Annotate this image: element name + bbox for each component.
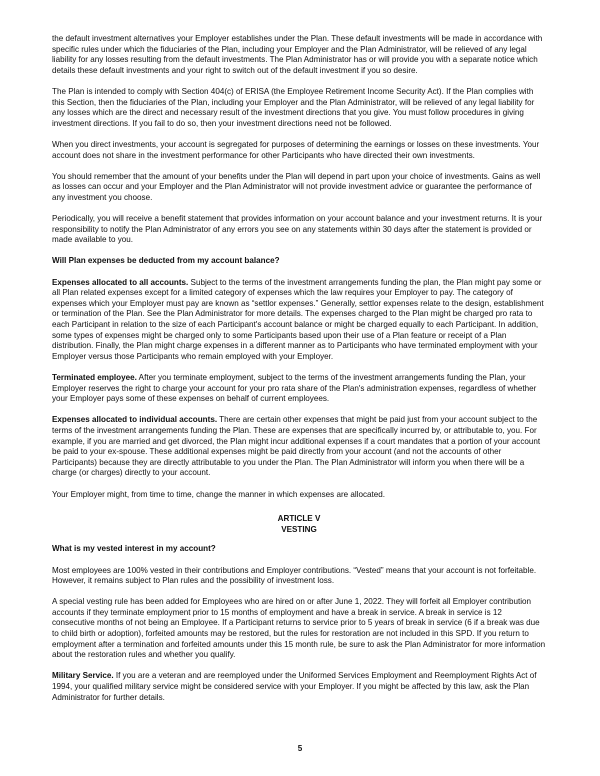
article-title: VESTING <box>281 524 317 534</box>
paragraph-default-investments: the default investment alternatives your Employer establishes under the Plan. These default investments will be made in accordance with specific rules under which the fiduciaries of the Plan, including your Employer and the Plan Administrator, will be relieved of any legal liability for any losses resulting from the default investments. The Plan Administrator has or will provide you with a separate notice which details these default investments and your right to switch out of the default investment if you so desire. <box>52 34 543 75</box>
page-number: 5 <box>297 744 303 753</box>
paragraph-expense-allocation-change: Your Employer might, from time to time, change the manner in which expenses are allocated. <box>52 489 386 499</box>
paragraph-benefit-depends: You should remember that the amount of your benefits under the Plan will depend in part upon your choice of investments. Gains as well as losses can occur and your Employer and the Plan Administrator will not provide investment advice or guarantee the performance of any investment you choose. <box>52 171 541 202</box>
text-expenses-individual: There are certain other expenses that might be paid just from your account subject to the terms of the investment arrangements funding the Plan. These are expenses that are specifically incurred by, or attributable to, you. For example, if you are married and get divorced, the Plan might incur additional expenses if a court mandates that a portion of your account be paid to your ex-spouse. These additional expenses might be paid directly from your account (and not the accounts of other Participants) because they are directly attributable to you under the Plan. The Plan Administrator will inform you when there will be a charge (or charges) directly to your account. <box>52 415 541 478</box>
question-vested-interest: What is my vested interest in my account? <box>52 544 216 554</box>
text-expenses-all-accounts: Subject to the terms of the investment arrangements funding the plan, the Plan might pay some or all Plan related expenses except for a limited category of expenses which the law requires your Employer to pay. The category of expenses which your Employer must pay are known as “settlor expenses.” Generally, settlor expenses relate to the design, establishment or termination of the Plan. See the Plan Administrator for more details. The expenses charged to the Plan might be charged pro rata to each Participant in relation to the size of each Participant's account balance or might be charged equally to each Participant. In addition, some types of expenses might be charged only to some Participants based upon their use of a Plan feature or receipt of a Plan distribution. Finally, the Plan might charge expenses in a different manner as to Participants who have terminated employment with your Employer versus those Participants who remain employed with your Employer. <box>52 277 544 361</box>
article-heading <box>52 514 546 535</box>
paragraph-expenses-all-accounts <box>52 278 546 363</box>
paragraph-segregated-account: When you direct investments, your account is segregated for purposes of determining the earnings or losses on these investments. Your account does not share in the investment performance for other Participants who have directed their own investments. <box>52 139 540 160</box>
paragraph-benefit-statement: Periodically, you will receive a benefit statement that provides information on your account balance and your investment returns. It is your responsibility to notify the Plan Administrator of any errors you see on any statements within 30 days after the statement is provided or made available to you. <box>52 214 543 245</box>
question-plan-expenses: Will Plan expenses be deducted from my account balance? <box>52 256 280 266</box>
paragraph-special-vesting-rule: A special vesting rule has been added for Employees who are hired on or after June 1, 2022. They will forfeit all Employer contribution accounts if they terminate employment prior to 15 months of employment and have a break in service. A break in service is 12 consecutive months of not being an Employee. If a Participant returns to service prior to 5 years of break in service (6 if a break was due to child birth or adoption), forfeited amounts may be restored, but the rules for restoration are not included in this SPD. If you return to employment after a termination and forfeited amounts under this 15 month rule, be sure to ask the Plan Administrator for more information about the restoration rules and whether you qualify. <box>52 597 546 660</box>
lead-terminated-employee: Terminated employee. <box>52 373 137 382</box>
paragraph-vested-definition: Most employees are 100% vested in their contributions and Employer contributions. “Vested” means that your account is not forfeitable. However, it remains subject to Plan rules and the possibility of investment loss. <box>52 565 537 586</box>
paragraph-terminated-employee <box>52 373 546 405</box>
lead-expenses-all-accounts: Expenses allocated to all accounts. <box>52 277 189 287</box>
article-number: ARTICLE V <box>277 514 321 524</box>
text-military-service: If you are a veteran and are reemployed under the Uniformed Services Employment and Reemployment Rights Act of 1994, your qualified military service might be considered service with your Employer. If you might be affected by this law, ask the Plan Administrator for further details. <box>52 671 537 702</box>
text-terminated-employee: After you terminate employment, subject to the terms of the investment arrangements funding the Plan, your Employer reserves the right to charge your account for your pro rata share of the Plan's administration expenses, regardless of whether your Employer pays some of these expenses on behalf of current employees. <box>52 373 537 404</box>
lead-expenses-individual: Expenses allocated to individual accounts. <box>52 415 218 425</box>
lead-military-service: Military Service. <box>52 671 114 681</box>
paragraph-expenses-individual <box>52 415 546 479</box>
paragraph-military-service <box>52 671 546 703</box>
paragraph-section-404c: The Plan is intended to comply with Section 404(c) of ERISA (the Employee Retirement Income Security Act). If the Plan complies with this Section, then the fiduciaries of the Plan, including your Employer and the Plan Administrator, will be relieved of any legal liability for any losses which are the direct and necessary result of the investment directions that you give. You must follow procedures in giving investment directions. If you fail to do so, then your investment directions need not be followed. <box>52 86 535 128</box>
